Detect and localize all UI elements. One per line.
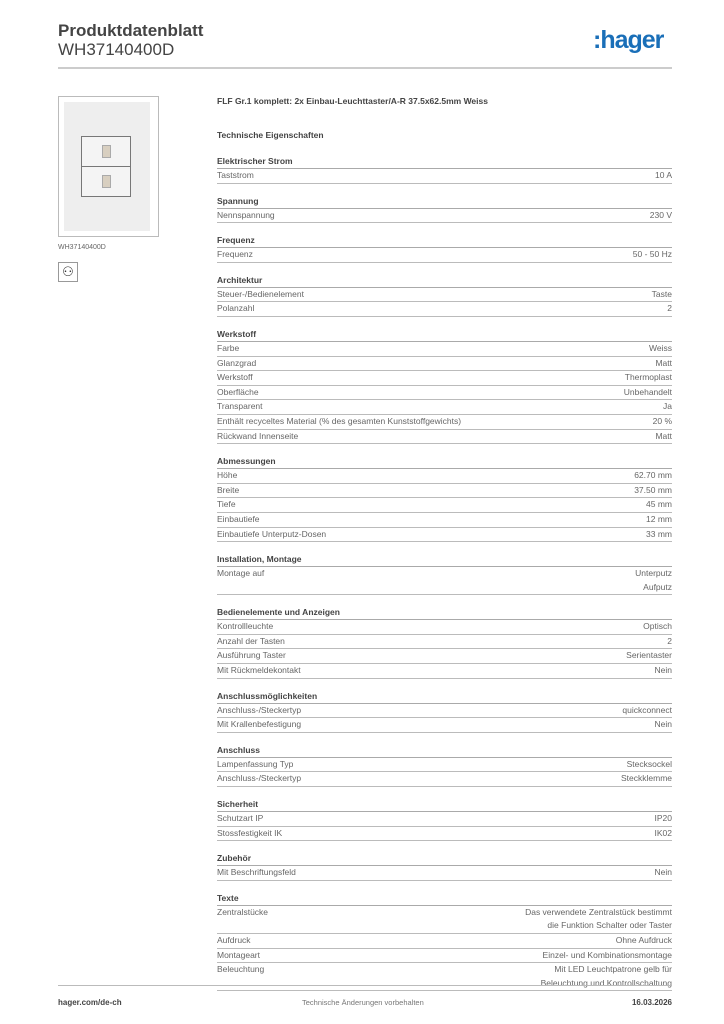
spec-section <box>217 689 672 733</box>
spec-label: Einbautiefe Unterputz-Dosen <box>217 528 327 539</box>
spec-row <box>217 906 672 934</box>
spec-sections <box>217 154 672 991</box>
spec-row <box>217 498 672 513</box>
spec-section <box>217 233 672 263</box>
spec-value: Weiss <box>649 342 672 353</box>
spec-value: 50 - 50 Hz <box>632 249 672 260</box>
spec-row <box>217 866 672 881</box>
spec-value: 45 mm <box>646 499 672 510</box>
section-heading: Werkstoff <box>217 327 672 342</box>
header-divider <box>58 67 672 69</box>
section-heading: Bedienelemente und Anzeigen <box>217 605 672 620</box>
footer-divider <box>58 985 672 986</box>
spec-value: Ohne Aufdruck <box>615 935 672 945</box>
spec-row <box>217 248 672 263</box>
page-title: Produktdatenblatt <box>58 21 204 40</box>
spec-row <box>217 288 672 303</box>
spec-section <box>217 851 672 881</box>
spec-row <box>217 649 672 664</box>
spec-value: Steckklemme <box>620 773 672 784</box>
spec-row <box>217 772 672 787</box>
spec-label: Zentralstücke <box>217 906 269 917</box>
spec-section <box>217 454 672 542</box>
spec-label: Schutzart IP <box>217 813 264 824</box>
spec-value: 10 A <box>654 170 672 180</box>
spec-section <box>217 194 672 224</box>
spec-row <box>217 302 672 317</box>
spec-section <box>217 154 672 184</box>
spec-value: 230 V <box>649 209 672 220</box>
rocker-bottom <box>81 166 131 197</box>
spec-label: Kontrollleuchte <box>217 621 274 632</box>
led-icon <box>102 145 111 158</box>
spec-label: Tiefe <box>217 499 236 510</box>
logo-text: hager <box>600 26 664 54</box>
spec-value: IP20 <box>654 813 672 824</box>
spec-section <box>217 552 672 595</box>
spec-section <box>217 327 672 444</box>
spec-value: Taste <box>651 288 672 299</box>
spec-value: Nein <box>654 665 672 676</box>
spec-value: Das verwendete Zentralstück bestimmt die Funktion Schalter oder Taster <box>525 906 672 931</box>
spec-row <box>217 400 672 415</box>
spec-row <box>217 169 672 184</box>
spec-row <box>217 513 672 528</box>
spec-section <box>217 273 672 317</box>
spec-value: 12 mm <box>646 513 672 524</box>
spec-value: Nein <box>654 867 672 878</box>
image-caption: WH37140400D <box>58 244 106 251</box>
rocker-top <box>81 136 131 167</box>
product-code: WH37140400D <box>58 40 175 59</box>
spec-label: Enthält recyceltes Material (% des gesamten Kunststoffgewichts) <box>217 415 462 426</box>
section-heading: Anschlussmöglichkeiten <box>217 689 672 704</box>
spec-value: Unbehandelt <box>623 386 672 397</box>
section-heading: Installation, Montage <box>217 552 672 567</box>
spec-row <box>217 949 672 964</box>
spec-value: IK02 <box>654 827 672 838</box>
spec-label: Ausführung Taster <box>217 650 286 661</box>
spec-value: 33 mm <box>646 528 672 539</box>
spec-label: Polanzahl <box>217 303 255 314</box>
spec-label: Breite <box>217 484 240 495</box>
spec-row <box>217 704 672 719</box>
switch-plate <box>64 102 150 231</box>
spec-label: Werkstoff <box>217 372 253 383</box>
spec-row <box>217 758 672 773</box>
spec-value: 62.70 mm <box>634 470 672 481</box>
led-icon <box>102 175 111 188</box>
spec-section <box>217 797 672 841</box>
spec-label: Anschluss-/Steckertyp <box>217 773 302 784</box>
spec-row <box>217 469 672 484</box>
spec-label: Höhe <box>217 470 238 481</box>
spec-label: Oberfläche <box>217 386 259 397</box>
spec-label: Transparent <box>217 401 263 412</box>
spec-value: quickconnect <box>622 704 672 715</box>
spec-value: 2 <box>667 303 672 314</box>
spec-row <box>217 664 672 679</box>
spec-row <box>217 528 672 543</box>
spec-row <box>217 827 672 842</box>
spec-value: Matt <box>655 357 672 368</box>
section-heading: Elektrischer Strom <box>217 154 672 169</box>
product-description: FLF Gr.1 komplett: 2x Einbau-Leuchttaster/A-R 37.5x62.5mm Weiss <box>217 96 488 106</box>
installation-symbol-icon: ⚇ <box>58 262 78 282</box>
spec-value: Optisch <box>643 621 672 632</box>
spec-label: Anzahl der Tasten <box>217 635 285 646</box>
section-heading: Sicherheit <box>217 797 672 812</box>
spec-value: Thermoplast <box>624 372 672 383</box>
spec-label: Rückwand Innenseite <box>217 430 299 441</box>
spec-row <box>217 620 672 635</box>
spec-label: Montageart <box>217 949 260 960</box>
section-heading: Frequenz <box>217 233 672 248</box>
spec-value: Nein <box>654 719 672 730</box>
spec-label: Mit Krallenbefestigung <box>217 719 302 730</box>
spec-row <box>217 718 672 733</box>
spec-value: 2 <box>667 635 672 646</box>
spec-label: Mit Beschriftungsfeld <box>217 867 296 878</box>
spec-row <box>217 371 672 386</box>
spec-section <box>217 743 672 787</box>
spec-row <box>217 484 672 499</box>
product-image <box>58 96 159 237</box>
footer-website-link[interactable]: hager.com/de-ch <box>58 998 122 1007</box>
spec-value: Mit LED Leuchtpatrone gelb für Beleuchtung und Kontrollschaltung <box>540 964 672 988</box>
spec-row <box>217 342 672 357</box>
spec-row <box>217 963 672 991</box>
spec-value: Ja <box>663 401 672 412</box>
spec-value: Stecksockel <box>626 758 672 769</box>
spec-section <box>217 605 672 678</box>
spec-row <box>217 209 672 224</box>
spec-row <box>217 934 672 949</box>
section-heading: Abmessungen <box>217 454 672 469</box>
spec-value: Unterputz Aufputz <box>635 568 672 592</box>
section-heading: Texte <box>217 891 672 906</box>
spec-value: Serientaster <box>626 650 672 661</box>
spec-label: Nennspannung <box>217 209 275 220</box>
spec-section <box>217 891 672 992</box>
spec-label: Aufdruck <box>217 935 251 945</box>
spec-value: 37.50 mm <box>634 484 672 495</box>
spec-value: Einzel- und Kombinationsmontage <box>542 949 672 960</box>
footer-disclaimer: Technische Änderungen vorbehalten <box>302 998 424 1007</box>
spec-label: Lampenfassung Typ <box>217 758 294 769</box>
section-heading: Architektur <box>217 273 672 288</box>
spec-value: Matt <box>655 430 672 441</box>
spec-row <box>217 567 672 595</box>
spec-label: Steuer-/Bedienelement <box>217 288 304 299</box>
spec-label: Montage auf <box>217 568 265 579</box>
spec-row <box>217 415 672 430</box>
spec-label: Farbe <box>217 342 240 353</box>
spec-row <box>217 430 672 445</box>
spec-label: Beleuchtung <box>217 964 265 975</box>
section-heading: Spannung <box>217 194 672 209</box>
spec-label: Taststrom <box>217 170 254 180</box>
spec-row <box>217 812 672 827</box>
spec-label: Mit Rückmeldekontakt <box>217 665 301 676</box>
spec-content <box>217 96 672 1001</box>
spec-value: 20 % <box>652 415 672 426</box>
hager-logo: :hager <box>593 26 664 54</box>
spec-label: Frequenz <box>217 249 253 260</box>
spec-row <box>217 635 672 650</box>
tech-heading: Technische Eigenschaften <box>217 130 324 140</box>
spec-label: Einbautiefe <box>217 513 260 524</box>
spec-label: Anschluss-/Steckertyp <box>217 704 302 715</box>
spec-row <box>217 357 672 372</box>
spec-label: Glanzgrad <box>217 357 257 368</box>
spec-row <box>217 386 672 401</box>
section-heading: Zubehör <box>217 851 672 866</box>
spec-label: Stossfestigkeit IK <box>217 827 283 838</box>
section-heading: Anschluss <box>217 743 672 758</box>
footer-date: 16.03.2026 <box>631 998 672 1007</box>
